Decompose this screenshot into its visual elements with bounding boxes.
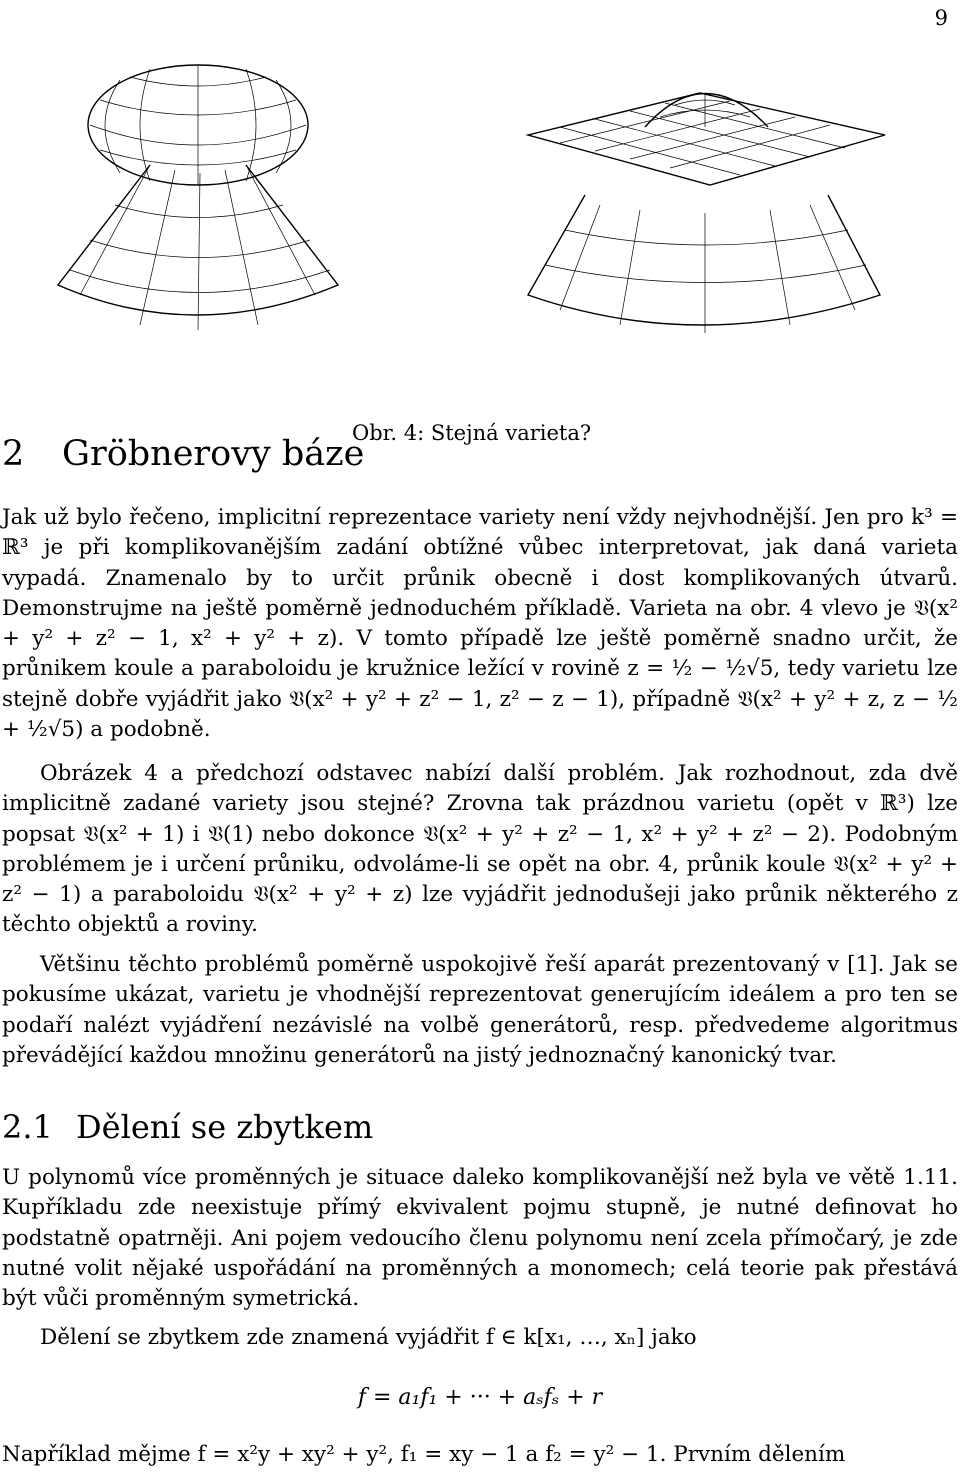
paragraph-6: Například mějme f = x²y + xy² + y², f₁ = xy − 1 a f₂ = y² − 1. Prvním dělením — [2, 1442, 846, 1467]
display-equation: f = a₁f₁ + ··· + aₛfₛ + r — [357, 1385, 603, 1410]
paragraph-2: Obrázek 4 a předchozí odstavec nabízí další problém. Jak rozhodnout, zda dvě implicitně zadané variety jsou stejné? Zrovna tak prázdnou varietu (opět v ℝ³) lze popsat 𝔙(x² + 1) i 𝔙(1) nebo dokonce 𝔙(x² + y² + z² − 1, x² + y² + z² − 2). Podobným problémem je i určení průniku, odvoláme-li se opět na obr. 4, průnik koule 𝔙(x² + y² + z² − 1) a paraboloidu 𝔙(x² + y² + z) lze vyjádřit jednodušeji jako průnik některého z těchto objektů a roviny. — [2, 761, 958, 938]
paragraph-1: Jak už bylo řečeno, implicitní reprezentace variety není vždy nejvhodnější. Jen pro k³ = ℝ³ je při komplikovanějším zadání obtížné vůbec interpretovat, jak daná varieta vypadá. Znamenalo by to určit průnik obecně i dost komplikovaných útvarů. Demonstrujme na ještě poměrně jednoduchém příkladě. Varieta na obr. 4 vlevo je 𝔙(x² + y² + z² − 1, x² + y² + z). V tomto případě lze ještě poměrně snadno určit, že průnikem koule a paraboloidu je kružnice ležící v rovině z = ½ − ½√5, tedy varietu lze stejně dobře vyjádřit jako 𝔙(x² + y² + z² − 1, z² − z − 1), případně 𝔙(x² + y² + z, z − ½ + ½√5) a podobně. — [2, 505, 958, 743]
figure-caption: Obr. 4: Stejná varieta? — [352, 421, 592, 445]
paragraph-5: Dělení se zbytkem zde znamená vyjádřit f ∈ k[x₁, …, xₙ] jako — [40, 1325, 697, 1350]
paragraph-3: Většinu těchto problémů poměrně uspokojivě řeší aparát prezentovaný v [1]. Jak se pokusíme ukázat, varietu je vhodnější reprezentovat generujícím ideálem a pro ten se podaří nalézt vyjádření nezávislé na volbě generátorů, resp. předvedeme algoritmus převádějící každou množinu generátorů na jistý jednoznačný kanonický tvar. — [2, 952, 958, 1068]
paragraph-4: U polynomů více proměnných je situace daleko komplikovanější než byla ve větě 1.11. Kupříkladu zde neexistuje přímý ekvivalent pojmu stupně, je nutné definovat ho podstatně opatrněji. Ani pojem vedoucího členu polynomu není zcela přímočarý, je zde nutné volit nějaké uspořádání na proměnných a monomech; celá teorie pak přestává být vůči proměnným symetrická. — [2, 1165, 958, 1312]
figure — [0, 55, 960, 445]
sphere-paraboloid-image — [58, 65, 338, 330]
subsection-heading — [2, 1108, 373, 1146]
page-number: 9 — [934, 6, 948, 30]
section-number: 2 — [2, 434, 25, 474]
section-title: Gröbnerovy báze — [62, 434, 365, 474]
subsection-title: Dělení se zbytkem — [76, 1108, 374, 1146]
subsection-number: 2.1 — [2, 1108, 53, 1146]
section-heading — [2, 434, 364, 474]
figure-surfaces — [0, 55, 960, 385]
plane-paraboloid-image — [528, 93, 885, 333]
